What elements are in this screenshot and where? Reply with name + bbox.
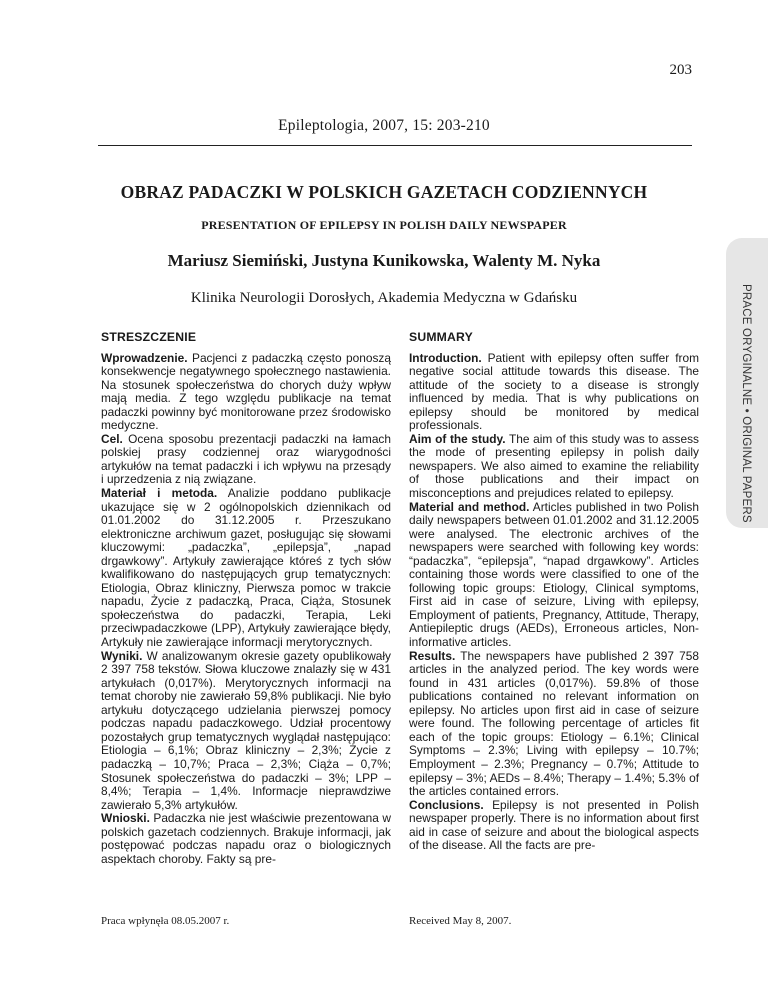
section-side-label: PRACE ORYGINALNE • ORIGINAL PAPERS xyxy=(740,284,752,523)
abstract-heading: STRESZCZENIE xyxy=(101,330,197,344)
section-text: Epilepsy is not presented in Polish newspaper properly. There is no information about first aid in case of seizure and about the biological aspects of the disease. All the facts are pre- xyxy=(409,797,699,853)
section-text: Articles published in two Polish daily newspapers between 01.01.2002 and 31.12.2005 were analysed. The electronic archives of the newspapers were searched with following key words: “padaczka”, “epilepsja”, “napad drgawkowy”. Articles containing those words were classified to one of the following topic groups: Etiology, Clinical symptoms, First aid in case of seizure, Living with epilepsy, Employment of patients, Pregnancy, Attitude, Therapy, Antiepileptic drugs (AEDs), Erroneous articles, Non-informative articles. xyxy=(409,499,699,650)
section-text: The aim of this study was to assess the mode of presenting epilepsy in polish daily newspapers. We also aimed to examine the reliability of those publications and their impact on misconceptions and prejudices related to epilepsy. xyxy=(409,431,699,501)
article-title-polish: OBRAZ PADACZKI W POLSKICH GAZETACH CODZIENNYCH xyxy=(120,182,648,202)
abstract-polish xyxy=(101,331,391,866)
abstract-heading: SUMMARY xyxy=(409,330,473,344)
section-label: Wyniki. xyxy=(101,648,143,663)
received-date-english: Received May 8, 2007. xyxy=(409,915,512,927)
section-text: Ocena sposobu prezentacji padaczki na łamach polskiej prasy codziennej oraz wiarygodności artykułów na temat padaczki i ich wpływu na przesądy i uprzedzenia z nią związane. xyxy=(101,431,391,487)
section-text: Analizie poddano publikacje ukazujące się w 2 ogólnopolskich dziennikach od 01.01.2002 do 31.12.2005 r. Przeszukano elektroniczne archiwum gazet, posługując się słowami kluczowymi: „padaczka”, „epilepsja”, „napad drgawkowy”. Artykuły zawierające któreś z tych słów kwalifikowano do następujących grup tematycznych: Etiologia, Obraz kliniczny, Pierwsza pomoc w trakcie napadu, Życie z padaczką, Praca, Ciąża, Stosunek społeczeństwa do padaczki, Terapia, Leki przeciwpadaczkowe (LPP), Artykuły zawierające błędy, Artykuły nie zawierające informacji merytorycznych. xyxy=(101,486,391,650)
section-text: Padaczka nie jest właściwie prezentowana w polskich gazetach codziennych. Brakuje informacji, jak postępować podczas napadu oraz o biologicznych aspektach choroby. Fakty są pre- xyxy=(101,811,391,866)
section-label: Cel. xyxy=(101,431,123,446)
section-text: Patient with epilepsy often suffer from negative social attitude towards this disease. The attitude of the society to a disease is strongly influenced by media. That is why publications on epilepsy should be monitored by medical professionals. xyxy=(409,350,699,433)
section-text: Pacjenci z padaczką często ponoszą konsekwencje negatywnego społecznego nastawienia. Na stosunek społeczeństwa do chorych duży wpływ mają media. Z tego względu publikacje na temat padaczki powinny być monitorowane przez środowisko medyczne. xyxy=(101,350,391,433)
section-label: Materiał i metoda. xyxy=(101,486,218,501)
received-date-polish: Praca wpłynęła 08.05.2007 r. xyxy=(101,915,230,927)
article-title-english: PRESENTATION OF EPILEPSY IN POLISH DAILY NEWSPAPER xyxy=(201,218,567,232)
section-text: The newspapers have published 2 397 758 articles in the analyzed period. The key words were found in 431 articles (0,017%). 59.8% of those publications contained no relevant information on epilepsy. No articles upon first aid in case of seizure were found. The following percentage of articles fit each of the topic groups: Etiology – 6.1%; Clinical Symptoms – 2.3%; Living with epilepsy – 10.7%; Employment – 2.3%; Pregnancy – 0.7%; Attitude to epilepsy – 3%; AEDs – 8.4%; Therapy – 1.4%; 5.3% of the articles contained errors. xyxy=(409,648,699,799)
section-label: Aim of the study. xyxy=(409,431,506,446)
section-label: Introduction. xyxy=(409,350,482,365)
journal-citation: Epileptologia, 2007, 15: 203-210 xyxy=(278,117,490,134)
affiliation: Klinika Neurologii Dorosłych, Akademia Medyczna w Gdańsku xyxy=(190,290,578,306)
abstract-body xyxy=(409,352,699,853)
section-label: Wnioski. xyxy=(101,811,150,826)
author-list: Mariusz Siemiński, Justyna Kunikowska, Walenty M. Nyka xyxy=(167,251,601,270)
section-label: Material and method. xyxy=(409,499,530,514)
section-label: Results. xyxy=(409,648,456,663)
section-text: W analizowanym okresie gazety opublikowały 2 397 758 tekstów. Słowa kluczowe znalazły się w 431 artykułach (0,017%). Merytorycznych informacji na temat choroby nie zawierało 59,8% publikacji. Nie było artykułu dotyczącego udzielania pierwszej pomocy podczas napadu padaczkowego. Udział procentowy pozostałych grup tematycznych wyglądał następująco: Etiologia – 6,1%; Obraz kliniczny – 2,3%; Życie z padaczką – 10,7%; Praca – 2,3%; Ciąża – 0,7%; Stosunek społeczeństwa do padaczki – 3%; LPP – 8,4%; Terapia – 1,4%. Informacje nieprawdziwe zawierało 5,3% artykułów. xyxy=(101,648,391,812)
header-divider xyxy=(98,145,692,146)
section-label: Conclusions. xyxy=(409,797,484,812)
abstract-english xyxy=(409,331,699,853)
abstract-body xyxy=(101,352,391,867)
section-label: Wprowadzenie. xyxy=(101,350,188,365)
page-number: 203 xyxy=(669,62,692,78)
